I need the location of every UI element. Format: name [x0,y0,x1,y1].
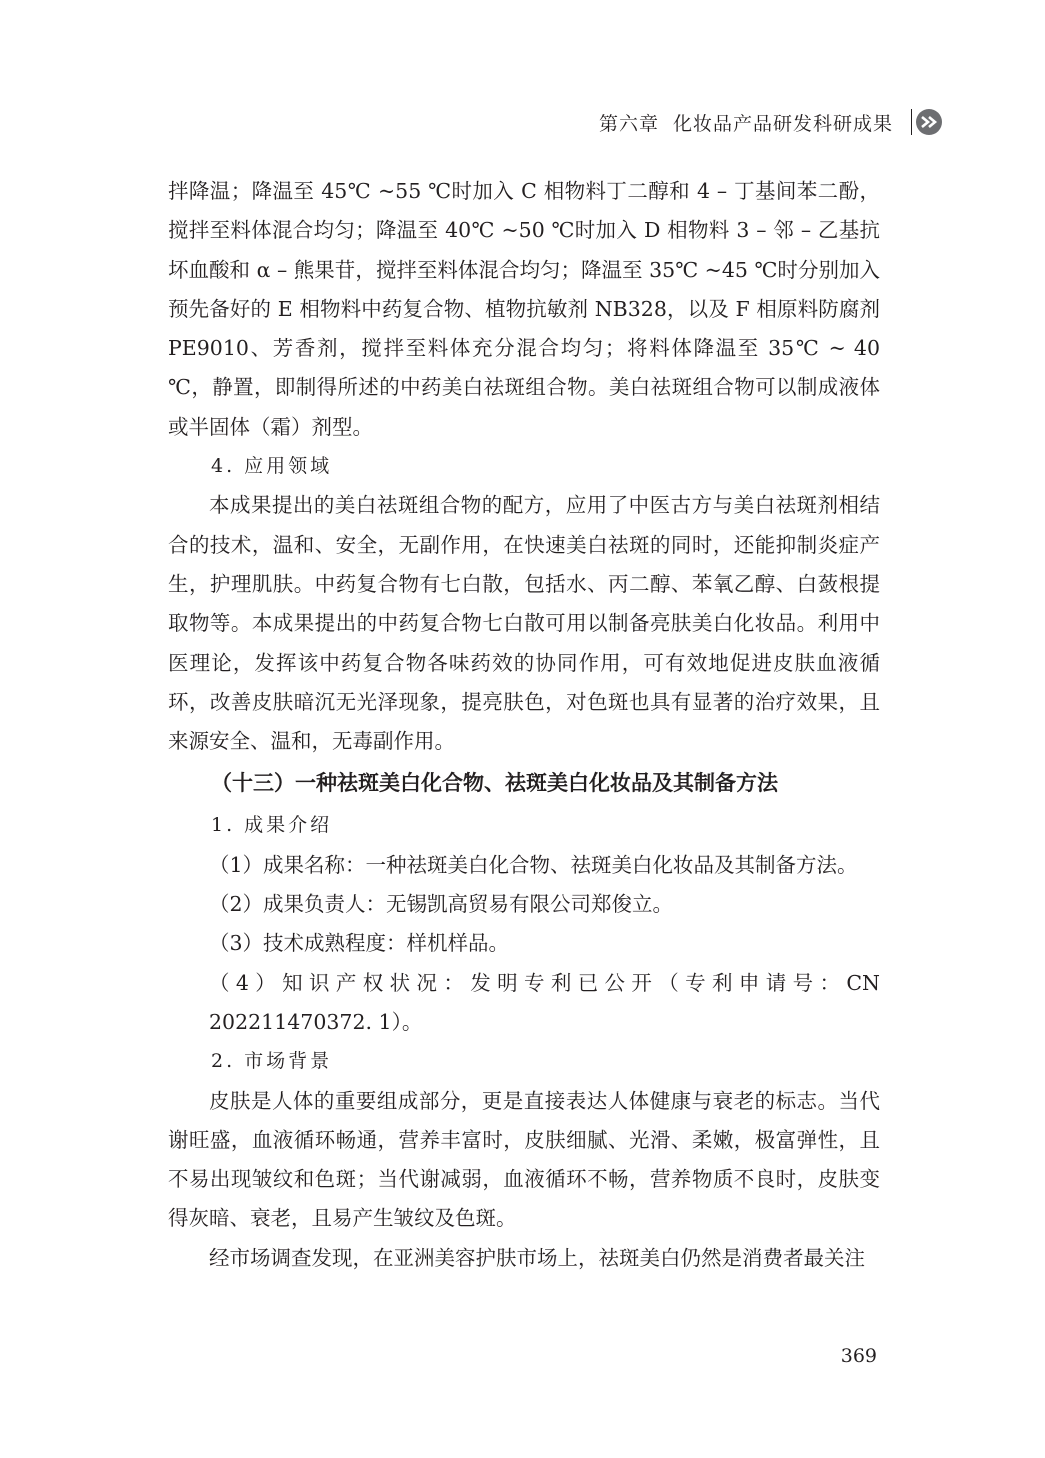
double-chevron-right-icon [916,109,942,135]
paragraph-market: 皮肤是人体的重要组成部分，更是直接表达人体健康与衰老的标志。当代谢旺盛，血液循环畅通，营养丰富时，皮肤细腻、光滑、柔嫩，极富弹性，且不易出现皱纹和色斑；当代谢减弱，血液循环不畅，营养物质不良时，皮肤变得灰暗、衰老，且易产生皱纹及色斑。 [168,1088,880,1231]
subheading-market: 2. 市场背景 [211,1050,333,1073]
running-header [599,104,912,140]
list-item-ip: （4）知识产权状况：发明专利已公开（专利申请号：CN 202211470372. 1）。 [209,970,880,1034]
page-number: 369 [840,1345,877,1367]
subheading-application: 4. 应用领域 [211,455,333,478]
paragraph-process: 拌降温；降温至 45℃ ~55 ℃时加入 C 相物料丁二醇和 4 – 丁基间苯二酚，搅拌至料体混合均匀；降温至 40℃ ~50 ℃时加入 D 相物料 3 – 邻 – 乙基抗坏血酸和 α – 熊果苷，搅拌至料体混合均匀；降温至 35℃ ~45 ℃时分别加入预先备好的 E 相物料中药复合物、植物抗敏剂 NB328，以及 F 相原料防腐剂 PE9010、芳香剂，搅拌至料体充分混合均匀；将料体降温至 35℃ ~ 40 ℃，静置，即制得所述的中药美白祛斑组合物。美白祛斑组合物可以制成液体或半固体（霜）剂型。 [168,179,880,439]
list-item-owner: （2）成果负责人：无锡凯高贸易有限公司郑俊立。 [209,892,674,917]
header-divider [911,109,912,135]
chapter-label: 第六章 [598,112,659,135]
section-heading: （十三）一种祛斑美白化合物、祛斑美白化妆品及其制备方法 [211,771,778,796]
paragraph-survey: 经市场调查发现，在亚洲美容护肤市场上，祛斑美白仍然是消费者最关注 [209,1245,865,1270]
chapter-title: 化妆品产品研发科研成果 [672,112,893,135]
page-body [168,172,880,1278]
paragraph-application: 本成果提出的美白祛斑组合物的配方，应用了中医古方与美白祛斑剂相结合的技术，温和、安全，无副作用，在快速美白祛斑的同时，还能抑制炎症产生，护理肌肤。中药复合物有七白散，包括水、丙二醇、苯氧乙醇、白蔹根提取物等。本成果提出的中药复合物七白散可用以制备亮肤美白化妆品。利用中医理论，发挥该中药复合物各味药效的协同作用，可有效地促进皮肤血液循环，改善皮肤暗沉无光泽现象，提亮肤色，对色斑也具有显著的治疗效果，且来源安全、温和，无毒副作用。 [168,493,880,754]
subheading-intro: 1. 成果介绍 [211,814,333,837]
list-item-name: （1）成果名称：一种祛斑美白化合物、祛斑美白化妆品及其制备方法。 [209,852,858,877]
list-item-maturity: （3）技术成熟程度：样机样品。 [209,931,510,956]
